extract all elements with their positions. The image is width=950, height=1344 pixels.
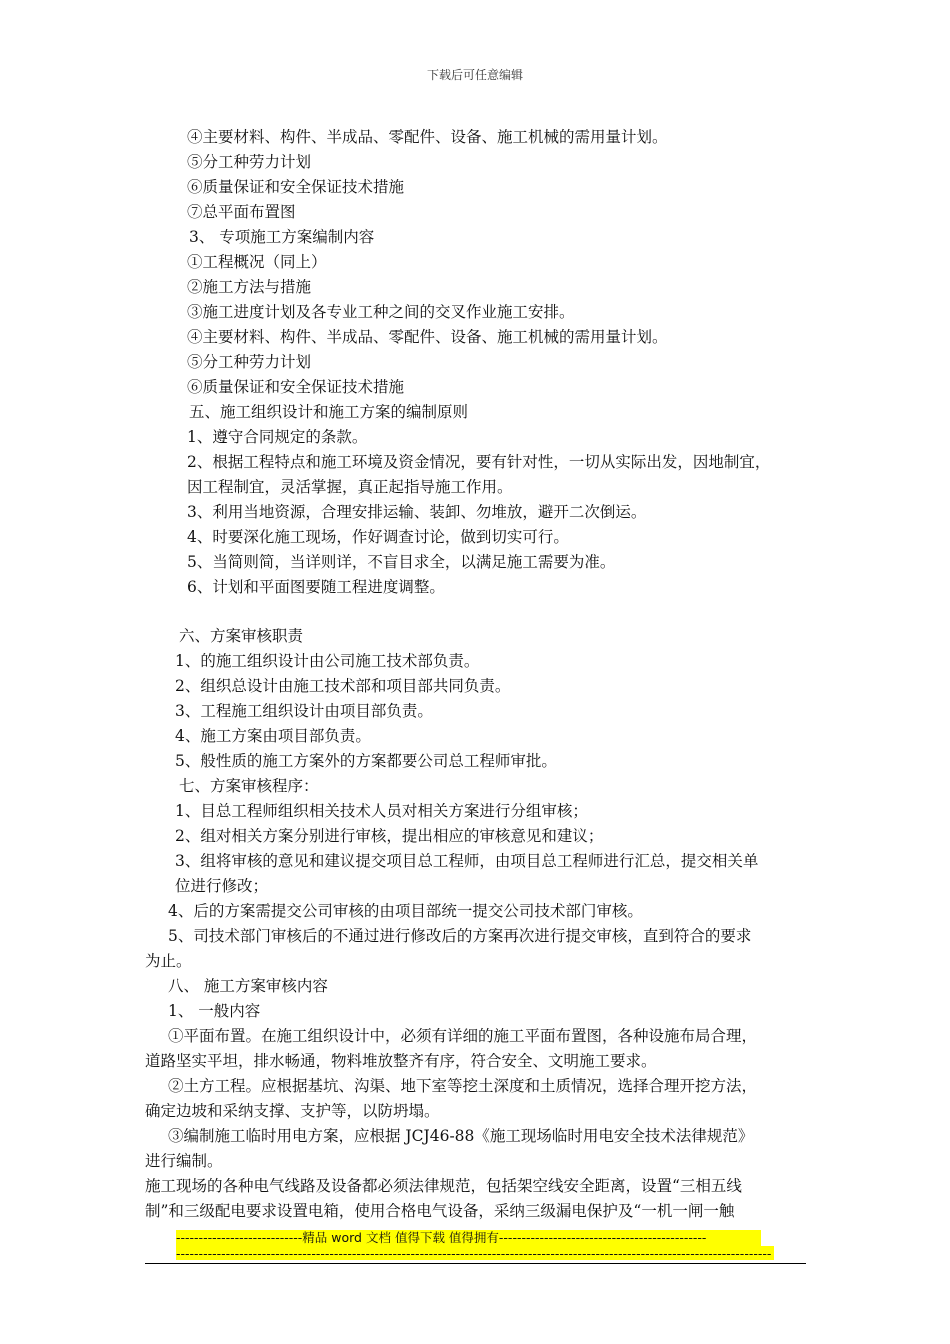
text-line: 1、目总工程师组织相关技术人员对相关方案进行分组审核； bbox=[175, 802, 588, 820]
text-line: 1、遵守合同规定的条款。 bbox=[187, 428, 368, 446]
page-header: 下载后可任意编辑 bbox=[426, 68, 523, 82]
text-line: 4、施工方案由项目部负责。 bbox=[175, 727, 371, 745]
section-heading: 3、 专项施工方案编制内容 bbox=[189, 228, 375, 246]
section-heading: 五、施工组织设计和施工方案的编制原则 bbox=[189, 403, 469, 421]
text-line: ④主要材料、构件、半成品、零配件、设备、施工机械的需用量计划。 bbox=[187, 128, 668, 146]
text-line: 2、组对相关方案分别进行审核，提出相应的审核意见和建议； bbox=[175, 827, 604, 845]
text-line: ⑥质量保证和安全保证技术措施 bbox=[187, 178, 405, 196]
text-line: ②土方工程。应根据基坑、沟渠、地下室等挖土深度和土质情况，选择合理开挖方法， bbox=[168, 1077, 758, 1095]
text-line: 3、组将审核的意见和建议提交项目总工程师，由项目总工程师进行汇总，提交相关单 bbox=[175, 852, 759, 870]
text-line: ③编制施工临时用电方案，应根据 JCJ46-88《施工现场临时用电安全技术法律规范》 bbox=[168, 1127, 754, 1145]
text-line: 4、后的方案需提交公司审核的由项目部统一提交公司技术部门审核。 bbox=[168, 902, 643, 920]
text-line: ⑤分工种劳力计划 bbox=[187, 353, 312, 371]
text-line: 确定边坡和采纳支撑、支护等，以防坍塌。 bbox=[145, 1102, 440, 1120]
text-line: ⑤分工种劳力计划 bbox=[187, 153, 312, 171]
text-line: ①工程概况（同上） bbox=[187, 253, 327, 271]
text-line: 2、组织总设计由施工技术部和项目部共同负责。 bbox=[175, 677, 511, 695]
section-heading: 六、方案审核职责 bbox=[179, 627, 304, 645]
text-line: 2、根据工程特点和施工环境及资金情况，要有针对性，一切从实际出发，因地制宜， bbox=[187, 453, 771, 471]
text-line: 因工程制宜，灵活掌握，真正起指导施工作用。 bbox=[187, 478, 513, 496]
section-heading: 八、 施工方案审核内容 bbox=[168, 977, 328, 995]
footer-banner-line2: ------------------------------------------------------------------------------------------------------------------------------------ bbox=[176, 1246, 774, 1260]
text-line: 3、利用当地资源，合理安排运输、装卸、勿堆放，避开二次倒运。 bbox=[187, 503, 647, 521]
section-heading: 七、方案审核程序： bbox=[179, 777, 319, 795]
text-line: ①平面布置。在施工组织设计中，必须有详细的施工平面布置图，各种设施布局合理， bbox=[168, 1027, 758, 1045]
text-line: ⑦总平面布置图 bbox=[187, 203, 296, 221]
section-heading: 1、 一般内容 bbox=[168, 1002, 261, 1020]
text-line: 制”和三级配电要求设置电箱，使用合格电气设备，采纳三级漏电保护及“一机一闸一触 bbox=[145, 1202, 735, 1220]
text-line: 1、的施工组织设计由公司施工技术部负责。 bbox=[175, 652, 480, 670]
text-line: 4、时要深化施工现场，作好调查讨论，做到切实可行。 bbox=[187, 528, 569, 546]
text-line: ⑥质量保证和安全保证技术措施 bbox=[187, 378, 405, 396]
text-line: 道路坚实平坦，排水畅通，物料堆放整齐有序，符合安全、文明施工要求。 bbox=[145, 1052, 657, 1070]
text-line: 6、计划和平面图要随工程进度调整。 bbox=[187, 578, 445, 596]
text-line: 5、般性质的施工方案外的方案都要公司总工程师审批。 bbox=[175, 752, 557, 770]
text-line: ②施工方法与措施 bbox=[187, 278, 312, 296]
footer-rule bbox=[145, 1263, 806, 1264]
text-line: ③施工进度计划及各专业工种之间的交叉作业施工安排。 bbox=[187, 303, 575, 321]
text-line: ④主要材料、构件、半成品、零配件、设备、施工机械的需用量计划。 bbox=[187, 328, 668, 346]
text-line: 5、当简则简，当详则详，不盲目求全，以满足施工需要为准。 bbox=[187, 553, 616, 571]
text-line: 施工现场的各种电气线路及设备都必须法律规范，包括架空线安全距离，设置“三相五线 bbox=[145, 1177, 742, 1195]
text-line: 3、工程施工组织设计由项目部负责。 bbox=[175, 702, 433, 720]
text-line: 位进行修改； bbox=[175, 877, 269, 895]
text-line: 5、司技术部门审核后的不通过进行修改后的方案再次进行提交审核，直到符合的要求 bbox=[168, 927, 752, 945]
text-line: 为止。 bbox=[145, 952, 192, 970]
footer-banner-line1: ----------------------------精品 word 文档 值得下载 值得拥有---------------------------------------------- bbox=[176, 1230, 761, 1246]
text-line: 进行编制。 bbox=[145, 1152, 223, 1170]
